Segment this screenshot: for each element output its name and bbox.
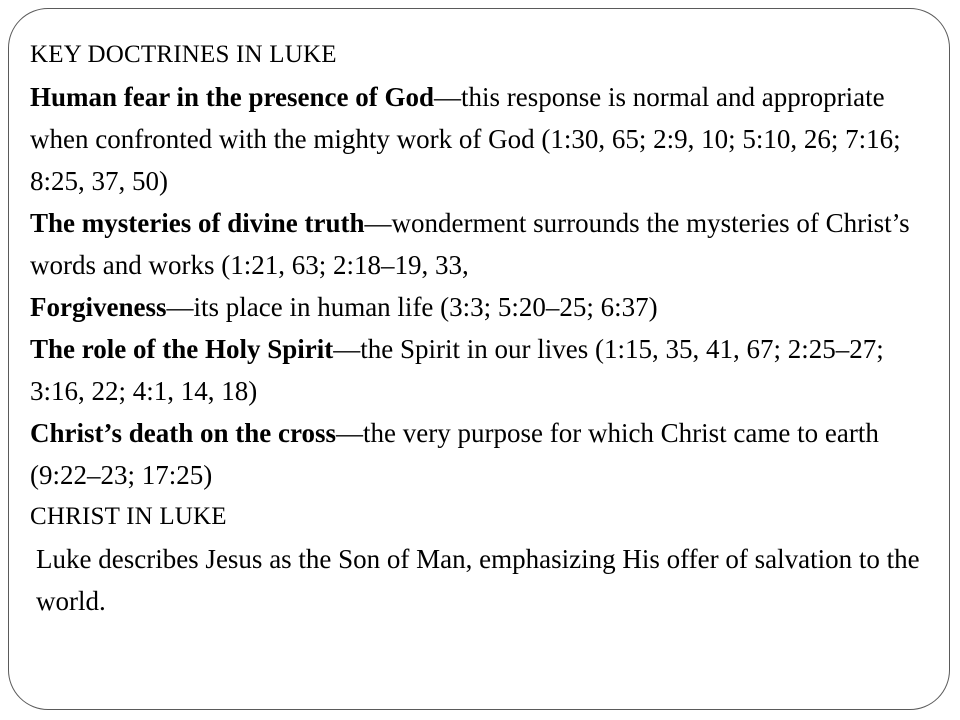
doctrine-title: The role of the Holy Spirit <box>30 334 334 364</box>
em-dash: — <box>434 82 461 112</box>
heading-christ-in-luke: CHRIST IN LUKE <box>30 503 227 530</box>
em-dash: — <box>364 208 392 238</box>
doctrine-item <box>30 286 935 328</box>
doctrine-text: its place in human life (3:3; 5:20–25; 6:37) <box>193 292 658 322</box>
doctrine-text: wonderment surrounds the mysteries of Christ’s words and works (1:21, 63; 2:18–19, 33, <box>30 208 910 280</box>
doctrine-item <box>30 328 935 412</box>
doctrine-item <box>30 76 935 202</box>
doctrine-title: Human fear in the presence of God <box>30 82 434 112</box>
em-dash: — <box>166 292 194 322</box>
slide-content <box>30 34 935 622</box>
em-dash: — <box>333 334 361 364</box>
doctrine-text: this response is normal and appropriate when confronted with the mighty work of God (1:30, 65; 2:9, 10; 5:10, 26; 7:16; 8:25, 37, 50) <box>30 82 901 196</box>
doctrine-title: Christ’s death on the cross <box>30 418 337 448</box>
doctrine-text: the very purpose for which Christ came to earth (9:22–23; 17:25) <box>30 418 879 490</box>
heading-key-doctrines: KEY DOCTRINES IN LUKE <box>30 41 337 68</box>
doctrine-text: the Spirit in our lives (1:15, 35, 41, 67; 2:25–27; 3:16, 22; 4:1, 14, 18) <box>30 334 884 406</box>
doctrine-item <box>30 412 935 496</box>
em-dash: — <box>336 418 364 448</box>
doctrine-item <box>30 202 935 286</box>
doctrine-title: Forgiveness <box>30 292 167 322</box>
doctrine-title: The mysteries of divine truth <box>30 208 365 238</box>
christ-description: Luke describes Jesus as the Son of Man, emphasizing His offer of salvation to the world. <box>36 544 920 616</box>
